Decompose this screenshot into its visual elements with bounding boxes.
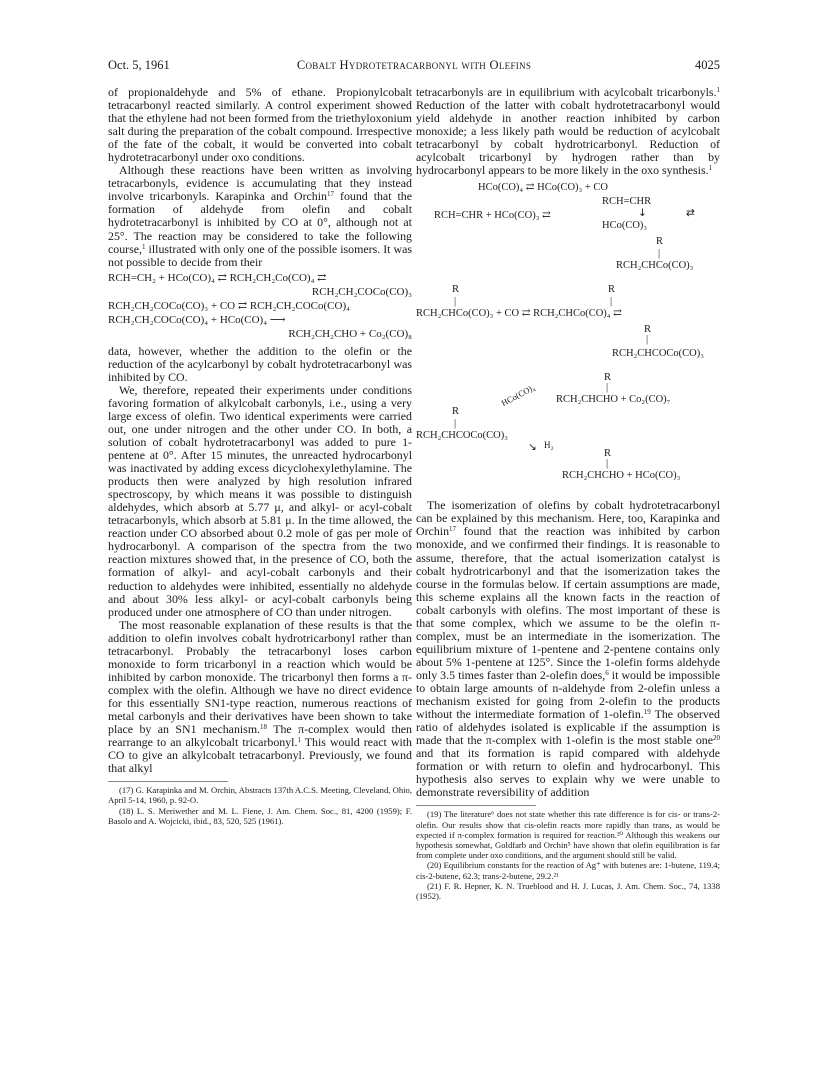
paragraph: We, therefore, repeated their experiments under conditions favoring formation of alkylcobalt carbonyls, i.e., using a very large excess of olefin. Two identical experiments were carried out, one under nitrogen and the other under CO. In both, a solution of cobalt hydrotetracarbonyl was added to pure 1-pentene at 0°. After 15 minutes, the unreacted hydrocarbonyl was inactivated by adding excess dicyclohexylethylamine. The products then were analyzed by high resolution infrared spectroscopy, by which means it was possible to distinguish aldehydes, which absorb at 5.77 μ, and alkyl- or acyl-cobalt tetracarbonyls, which absorb at 5.81 μ. In the time allowed, the reaction under CO absorbed about 0.2 mole of gas per mole of hydrocarbonyl. A comparison of the spectra from the two reaction mixtures showed that, in the presence of CO, both the formation of alkyl- and acyl-cobalt carbonyls and their reduction to aldehydes were inhibited, essentially no aldehyde and about 30% less alkyl- or acyl-cobalt carbonyls being produced under one atmosphere of CO than under nitrogen. <box>108 382 412 619</box>
equation: RCH₂CHCo(CO)₃ + CO ⇄ RCH₂CHCo(CO)₄ ⇄ <box>416 308 622 320</box>
paragraph: The most reasonable explanation of these results is that the addition to olefin involves cobalt hydrotricarbonyl rather than tetracarbonyl. Probably the tetracarbonyl loses carbon monoxide to form tricarbonyl in a reaction which would be inhibited by carbon monoxide. The tricarbonyl then forms a π-complex with the olefin. Although we have no direct evidence for this essentially SN1-type reaction, numerous reactions of metal carbonyls and their derivatives have been shown to take place by an SN1 mechanism.$^{18}$ The π-complex would then rearrange to an alkylcobalt tricarbonyl.$^1$ This would react with CO to give an alkylcobalt tetracarbonyl. Previously, we found that alkyl <box>108 617 412 776</box>
equation: RCH₂CHCHO + Co₂(CO)₇ <box>556 394 671 406</box>
bond-line: | <box>646 334 649 346</box>
substituent-label: R <box>656 236 664 248</box>
equation: RCH=CHR + HCo(CO)₃ ⇄ <box>434 210 551 222</box>
substituent-label: R <box>644 324 652 336</box>
footnote: (20) Equilibrium constants for the reaction of Ag⁺ with butenes are: 1-butene, 119.4; cis-2-butene, 62.3; trans-2-butene, 29.2.²¹ <box>416 860 720 881</box>
equation: RCH=CH₂ + HCo(CO)₄ ⇄ RCH₂CH₂Co(CO)₄ ⇄ <box>108 271 327 284</box>
footnote: (18) L. S. Meriwether and M. L. Fiene, J. Am. Chem. Soc., 81, 4200 (1959); F. Basolo and A. Wojcicki, ibid., 83, 520, 525 (1961). <box>108 805 412 826</box>
bond-line: | <box>658 248 661 260</box>
reagent-label: HCo(CO)₄ <box>499 382 537 409</box>
header-title: Cobalt Hydrotetracarbonyl with Olefins <box>296 58 532 72</box>
equation: RCH₂CHCOCo(CO)₃ <box>416 430 508 442</box>
footnote: (21) F. R. Hepner, K. N. Trueblood and H. J. Lucas, J. Am. Chem. Soc., 74, 1338 (1952). <box>416 880 720 902</box>
paragraph: tetracarbonyls are in equilibrium with acylcobalt tricarbonyls.$^1$ Reduction of the latter with cobalt hydrotetracarbonyl would yield aldehyde in another reaction inhibited by carbon monoxide; a less likely path would be reduction of acylcobalt tetracarbonyl by cobalt hydrotricarbonyl. Reduction of acylcobalt tricarbonyl by hydrogen rather than by hydrocarbonyl appears to be more likely in the oxo synthesis.$^1$ <box>416 85 720 178</box>
equation: HCo(CO)₄ ⇄ HCo(CO)₃ + CO <box>478 182 608 194</box>
bond-line: | <box>454 418 457 430</box>
right-column <box>416 86 720 901</box>
equilibrium-arrow-icon: ⇄ <box>686 207 695 220</box>
paragraph: The isomerization of olefins by cobalt hydrotetracarbonyl can be explained by this mechanism. Here, too, Karapinka and Orchin$^{17}$ found that the reaction was inhibited by carbon monoxide, and we confirmed their findings. It is reasonable to assume, therefore, that the actual isomerization catalyst is cobalt hydrotricarbonyl and that the isomerization takes the course in the formulas below. If certain assumptions are made, this scheme explains all the known facts in the reaction of cobalt carbonyls with olefins. The most important of these is that some complex, which we assume to be the olefin π-complex, must be an intermediate in the isomerization. The equilibrium mixture of 1-pentene and 2-pentene contains only about 5% 1-pentene at 125°. Since the 1-olefin forms aldehyde only 3.5 times faster than 2-olefin does,$^6$ it would be impossible to obtain large amounts of n-aldehyde from 2-olefin unless a mechanism existed for going from 2-olefin to the products without the intermediate formation of 1-olefin.$^{19}$ The observed ratio of aldehydes isolated is explicable if the assumption is made that the π-complex with 1-olefin is the most stable one$^{20}$ and that its formation is rapid compared with aldehyde formation or with return to olefin and hydrocarbonyl. This hypothesis also serves to explain why we were unable to demonstrate reversibility of addition <box>416 498 721 800</box>
bond-line: | <box>606 458 609 470</box>
footnote-rule <box>416 805 536 806</box>
left-column <box>108 86 412 826</box>
equation: RCH₂CH₂COCo(CO)₃ <box>311 285 412 298</box>
substituent-label: R <box>604 448 612 460</box>
down-arrow-icon: ↓ <box>638 207 647 220</box>
footnote-rule <box>108 781 228 782</box>
equation: HCo(CO)₃ <box>602 220 648 232</box>
footnote: (19) The literature⁶ does not state whether this rate difference is for cis- or trans-2-olefin. Our results show that cis-olefin reacts more rapidly than trans, as would be expected if π-complex formation is required for reaction.²⁰ Although this weakens our hypothesis somewhat, Goldfarb and Orchin⁵ have shown that olefin equilibration is far from complete under oxo conditions, and the argument should still be valid. <box>416 809 720 861</box>
equation: RCH₂CHCHO + HCo(CO)₃ <box>562 470 681 482</box>
bond-line: | <box>610 296 613 308</box>
paragraph: data, however, whether the addition to the olefin or the reduction of the acylcarbonyl by cobalt hydrotetracarbonyl was inhibited by CO. <box>108 343 412 384</box>
reaction-arrow-icon: ↘ <box>528 441 537 454</box>
header-date: Oct. 5, 1961 <box>108 58 170 72</box>
substituent-label: R <box>604 372 612 384</box>
bond-line: | <box>454 296 457 308</box>
reaction-scheme-continued <box>416 349 720 499</box>
paragraph: Although these reactions have been written as involving tetracarbonyls, evidence is accumulating that they instead involve tricarbonyls. Karapinka and Orchin$^{17}$ found that the formation of aldehyde from olefin and cobalt hydrotetracarbonyl is inhibited by CO at 0°, although not at 25°. The reaction may be considered to take the following course,$^1$ illustrated with only one of the possible isomers. It was not possible to decide from their <box>108 163 413 269</box>
equation-block <box>108 271 412 341</box>
substituent-label: R <box>452 284 460 296</box>
equation: RCH₂CH₂COCo(CO)₄ + HCo(CO)₄ ⟶ <box>108 313 286 326</box>
reaction-scheme <box>416 177 720 349</box>
equation: RCH₂CHCOCo(CO)₃ <box>612 348 704 360</box>
paragraph: of propionaldehyde and 5% of ethane. Propionylcobalt tetracarbonyl reacted similarly. A control experiment showed that the ethylene had not been formed from the triethyloxonium salt during the preparation of the cobalt compound. Irrespective of the fate of the cobalt, it would be converted into cobalt hydrotetracarbonyl under oxo conditions. <box>108 85 412 165</box>
equation: RCH₂CH₂CHO + Co₂(CO)₈ <box>288 327 412 340</box>
reagent-label: H₂ <box>544 440 554 451</box>
equation: RCH=CHR <box>602 196 652 208</box>
bond-line: | <box>606 382 609 394</box>
running-header <box>108 58 720 76</box>
substituent-label: R <box>452 406 460 418</box>
equation: RCH₂CH₂COCo(CO)₃ + CO ⇄ RCH₂CH₂COCo(CO)₄ <box>108 299 350 312</box>
header-page-number: 4025 <box>695 58 720 72</box>
footnote: (17) G. Karapinka and M. Orchin, Abstracts 137th A.C.S. Meeting, Cleveland, Ohio, April 5-14, 1960, p. 92-O. <box>108 785 412 806</box>
substituent-label: R <box>608 284 616 296</box>
equation: RCH₂CHCo(CO)₃ <box>616 260 694 272</box>
